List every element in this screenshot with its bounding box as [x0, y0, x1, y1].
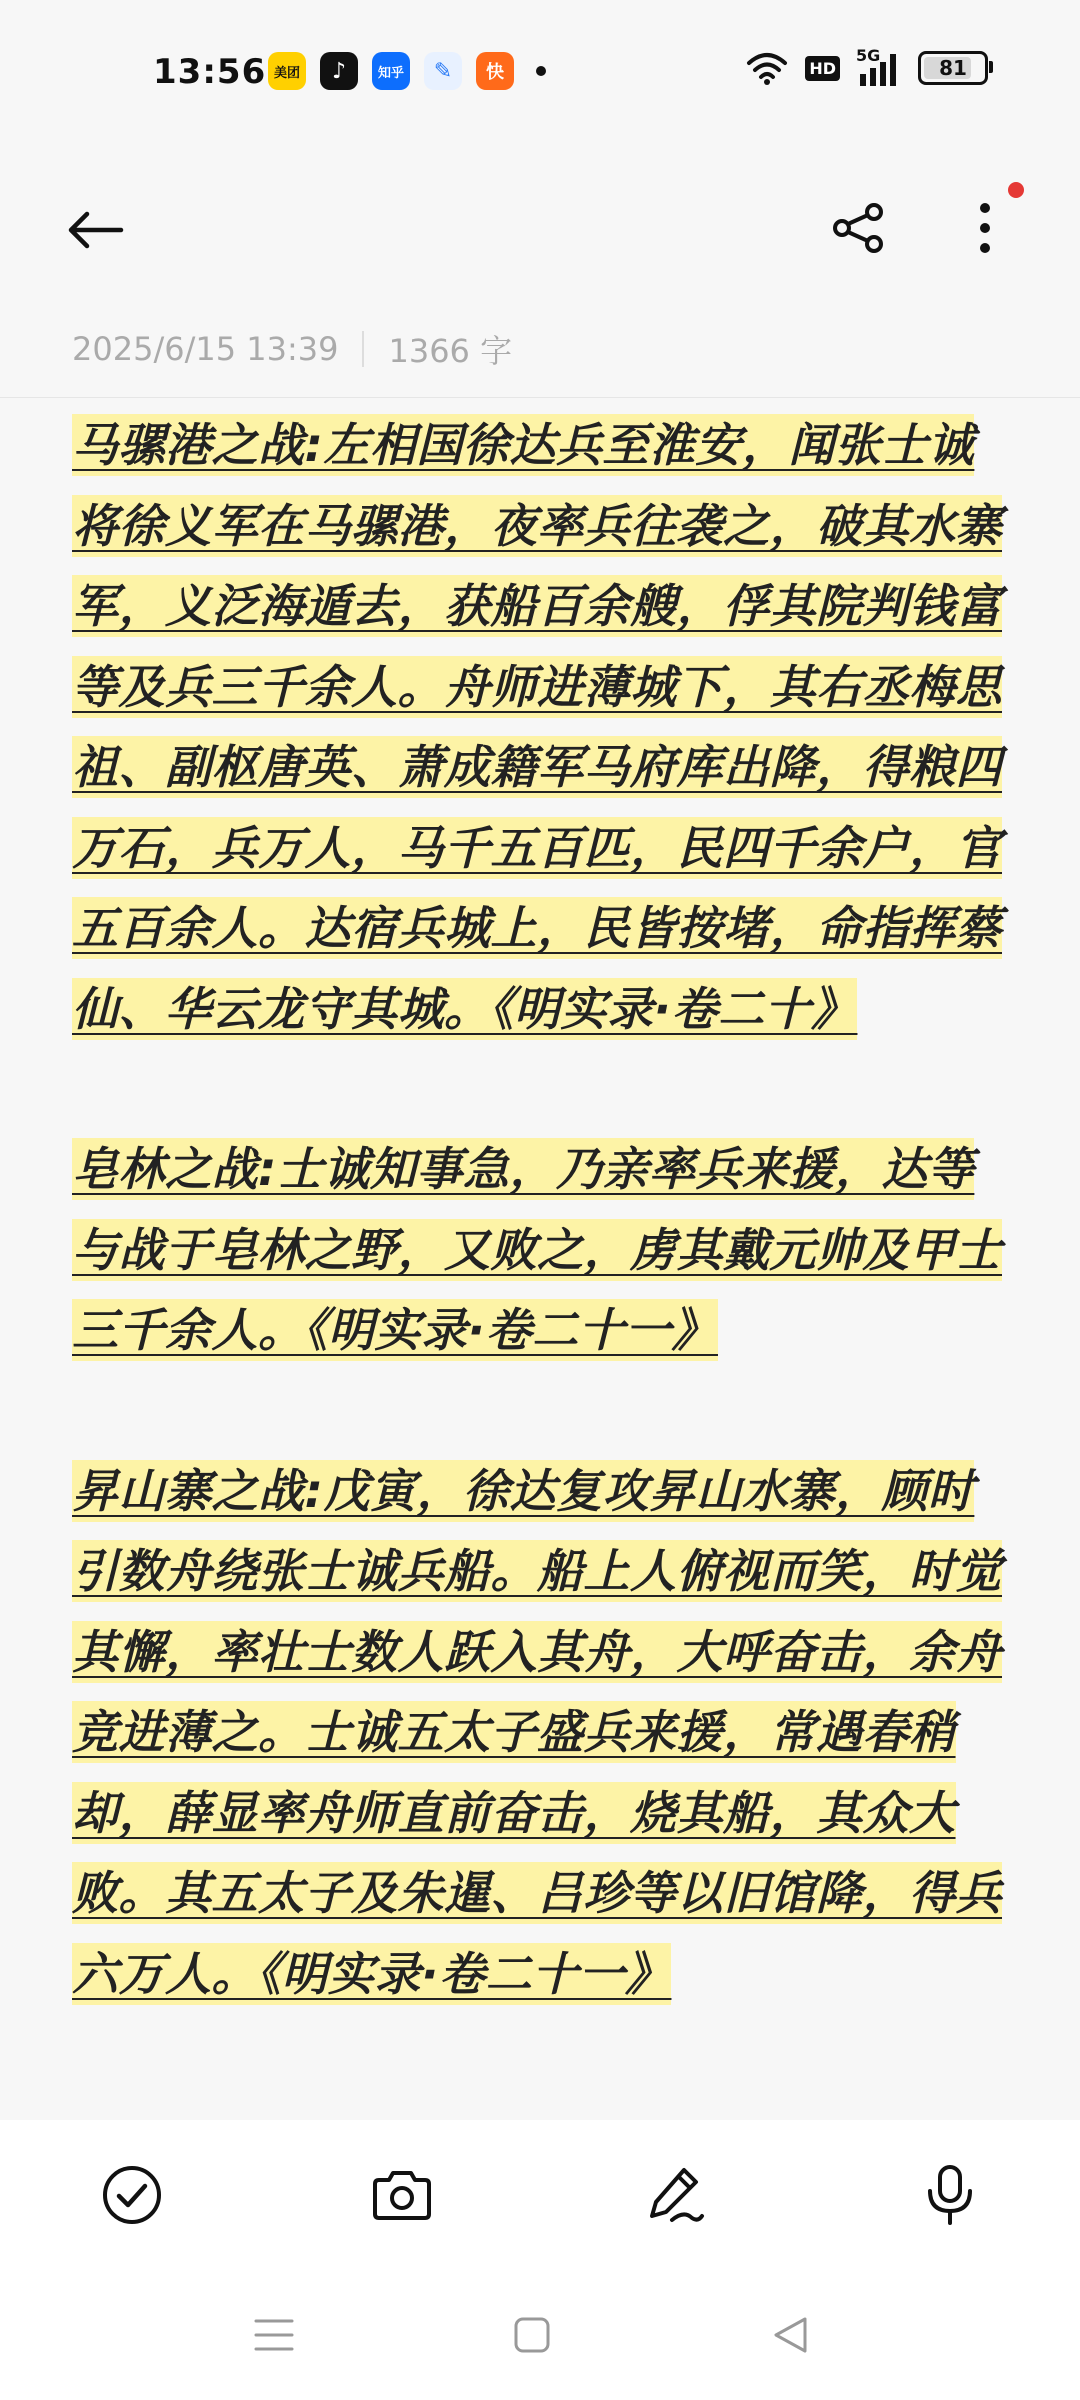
wifi-icon	[745, 51, 789, 85]
microphone-icon	[923, 2163, 977, 2227]
note-top-bar	[0, 170, 1080, 280]
status-indicators	[745, 46, 988, 86]
more-options-button[interactable]	[950, 190, 1020, 266]
camera-button[interactable]	[357, 2150, 447, 2240]
douyin-icon: ♪	[320, 52, 358, 90]
bottom-toolbar	[0, 2120, 1080, 2270]
handwriting-button[interactable]	[630, 2150, 720, 2240]
note-content[interactable]	[72, 405, 1012, 2094]
home-button[interactable]	[492, 2300, 572, 2370]
share-icon	[830, 202, 886, 254]
share-button[interactable]	[820, 190, 896, 266]
note-meta	[72, 326, 512, 372]
more-vertical-icon	[977, 200, 993, 256]
highlighted-text: 皂林之战:士诚知事急，乃亲率兵来援，达等与战于皂林之野，又败之，虏其戴元帅及甲士三千余人。《明实录·卷二十一》	[72, 1138, 1002, 1361]
note-date: 2025/6/15 13:39	[72, 330, 339, 368]
battery-icon	[918, 51, 988, 85]
status-time: 13:56	[153, 52, 267, 92]
signal-5g-icon	[856, 46, 902, 86]
highlighted-text: 昇山寨之战:戊寅，徐达复攻昇山水寨，顾时引数舟绕张士诚兵船。船上人俯视而笑，时觉其懈，率壮士数人跃入其舟，大呼奋击，余舟竞进薄之。士诚五太子盛兵来援，常遇春稍却，薛显率舟师直前奋击，烧其船，其众大败。其五太子及朱暹、吕珍等以旧馆降，得兵六万人。《明实录·卷二十一》	[72, 1460, 1002, 2005]
menu-icon	[254, 2317, 294, 2353]
meituan-icon: 美团	[268, 52, 306, 90]
status-bar	[0, 0, 1080, 140]
voice-input-button[interactable]	[905, 2150, 995, 2240]
battery-level: 81	[939, 56, 967, 80]
kuaishou-icon: 快	[476, 52, 514, 90]
camera-icon	[371, 2168, 433, 2222]
system-back-button[interactable]	[750, 2300, 830, 2370]
hd-badge: HD	[805, 56, 840, 81]
highlighted-text: 马骡港之战:左相国徐达兵至淮安，闻张士诚将徐义军在马骡港，夜率兵往袭之，破其水寨军，义泛海遁去，获船百余艘，俘其院判钱富等及兵三千余人。舟师进薄城下，其右丞梅思祖、副枢唐英、萧成籍军马府库出降，得粮四万石，兵万人，马千五百匹，民四千余户，官五百余人。达宿兵城上，民皆按堵，命指挥蔡仙、华云龙守其城。《明实录·卷二十》	[72, 414, 1002, 1040]
zhihu-icon: 知乎	[372, 52, 410, 90]
word-count: 1366 字	[388, 332, 513, 370]
handwriting-pen-icon	[644, 2164, 706, 2226]
system-navigation-bar	[0, 2270, 1080, 2400]
paragraph[interactable]	[72, 1451, 1012, 2015]
header-divider	[0, 397, 1080, 398]
notification-app-icons	[268, 52, 546, 90]
notification-dot-icon	[1008, 182, 1024, 198]
paragraph[interactable]	[72, 1129, 1012, 1371]
back-button[interactable]	[60, 195, 130, 265]
checklist-icon	[101, 2164, 163, 2226]
feather-app-icon: ✎	[424, 52, 462, 90]
more-notifications-dot-icon	[536, 66, 546, 76]
meta-separator	[362, 331, 364, 367]
network-label: 5G	[856, 46, 881, 65]
arrow-left-icon	[65, 210, 125, 250]
home-square-icon	[513, 2316, 551, 2354]
checklist-button[interactable]	[87, 2150, 177, 2240]
recent-apps-button[interactable]	[234, 2300, 314, 2370]
back-triangle-icon	[771, 2315, 809, 2355]
paragraph[interactable]	[72, 405, 1012, 1049]
